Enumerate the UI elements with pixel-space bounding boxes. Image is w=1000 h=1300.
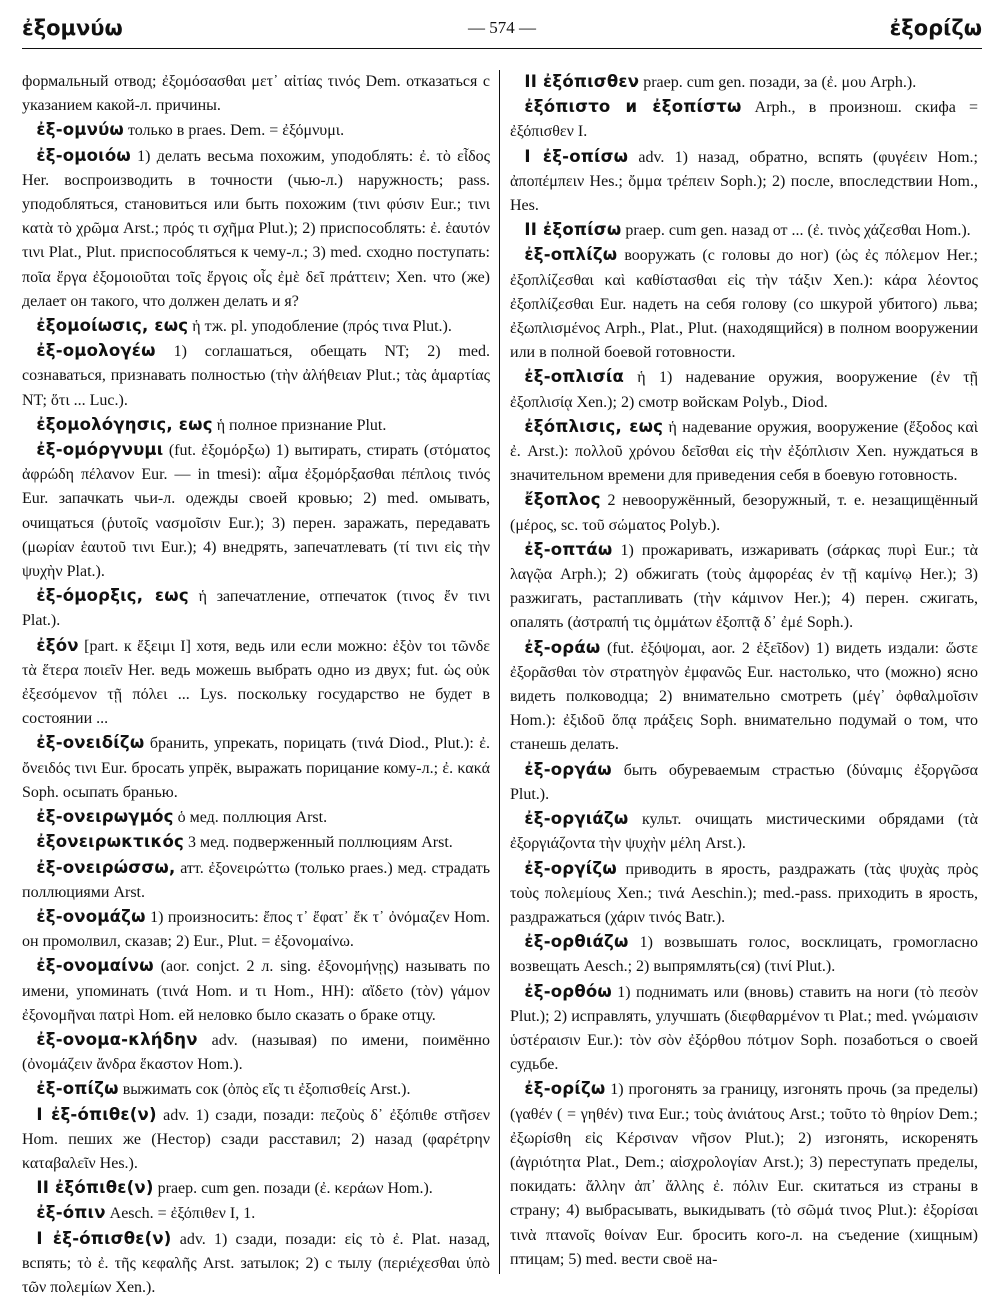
entry-definition: ἡ полное признание Plut. [212,416,387,434]
entry-definition: ἡ запечатление, отпечаток (τινος ἔν τινι Plat.). [22,588,490,630]
dictionary-entry [22,954,490,1028]
entry-definition: приводить в ярость, раздражать (τὰς ψυχὰς πρὸς τοὺς πολεμίους Xen.; τινά Aeschin.); med.-pass. приходить в ярость, раздражаться (χάριν τινός Batr.). [510,860,978,926]
entry-headword: ἐξ-οπλισία [524,367,625,387]
entry-headword: ἐξ-οπίζω [36,1079,119,1099]
entry-headword: ἐξ-οργάω [524,759,612,779]
entry-headword: ἐξ-οράω [524,637,601,657]
dictionary-entry [22,905,490,954]
entry-headword: ἐξ-ορθιάζω [524,932,629,952]
entry-headword: ἐξ-όπιν [36,1203,106,1223]
entry-definition: 1) поднимать или (вновь) ставить на ноги (τὸ πεσὸν Plut.); 2) исправлять, улучшать (διεφθαρμένον τι Plat.; med. γνώμαισιν ὑστέραισιν Eur.): τὸν σὸν ἐξόρθου πότμον Soph. позаботься о своей судьбе. [510,983,978,1074]
entry-definition: ὁ мед. поллюция Arst. [173,809,328,827]
entry-headword: ἐξομοίωσις, εως [36,316,189,336]
entry-definition: ἡ 1) надевание оружия, вооружение (ἐν τῇ ἐξοπλισίᾳ Xen.); 2) смотр войскам Polyb., Diod. [510,369,978,411]
entry-headword: ἐξόπλισις, εως [524,416,664,436]
entry-definition: 1) возвышать голос, восклицать, громогласно возвещать Aesch.; 2) выпрямлять(ся) (τινί Plut.). [510,934,978,976]
dictionary-entry [510,243,978,365]
entry-headword: ἐξόν [36,635,79,655]
entry-definition: 3 мед. подверженный поллюциям Arst. [184,834,453,852]
dictionary-entry [22,144,490,314]
entry-definition: Arph., в произнош. скифа = ἐξόπισθεν I. [510,99,978,141]
entry-definition: praep. cum gen. позади (ἐ. κεράων Hom.). [153,1180,433,1198]
dictionary-entry [510,488,978,537]
entry-definition: 1) делать весьма похожим, уподоблять: ἐ. τὸ εἶδος Her. воспроизводить в точности (чью-л.) наружность; pass. уподобляться, становиться или быть похожим (τινι φύσιν Eur.; τινι κατὰ τὸ χρῶμα Arst.; πρός τι σχῆμα Plut.); 2) приспособлять: ἐ. ἑαυτόν τινι Plat., Plut. приспособляться к чему-л.; 3) med. сходно поступать: ποῖα ἔργα ἐξομοιοῦται τοῖς ἔργοις οἷς ἐμὲ δεῖ πράττειν; Xen. что (же) делает он такого, что должен делать и я? [22,147,491,310]
entry-definition: Aesch. = ἐξόπιθεν I, 1. [105,1205,256,1223]
dictionary-entry [22,1077,490,1102]
dictionary-entry [22,1103,490,1177]
entry-headword: ἐξ-οπτάω [524,539,613,559]
dictionary-entry [510,70,978,95]
right-column [510,70,978,1276]
entry-headword: ἐξ-ομολογέω [36,341,156,361]
entry-definition: ἡ надевание оружия, вооружение (ἔξοδος καὶ ἐ. Arst.): πολλοῦ χρόνου δεῖσθαι εἰς τὴν ἐξόπλισιν Xen. нуждаться в значительном времени для приведения себя в боевую готовность. [510,418,979,485]
entry-headword: I ἐξ-όπιθε(ν) [36,1104,157,1124]
entry-headword: ἔξοπλος [524,490,601,510]
entry-headword: ἐξόπιστο и ἐξοπίστω [524,97,742,117]
page-number: — 574 — [468,18,536,37]
dictionary-entry [510,145,978,219]
dictionary-entry [510,95,978,144]
entry-definition: (aor. conjct. 2 л. sing. ἐξονομήνῃς) называть по имени, упоминать (τινά Hom. и τι Hom., HH): αἴδετο (τὸν) γάμον ἐξονομῆναι πατρὶ Hom. ей неловко было сказать о браке отцу. [22,958,490,1024]
entry-headword: II ἐξόπιθε(ν) [36,1178,154,1198]
entry-definition: praep. cum gen. назад от ... (ἐ. τινὸς χάζεσθαι Hom.). [621,222,971,240]
dictionary-entry [510,980,978,1078]
entry-headword: I ἐξ-οπίσω [524,146,629,166]
entry-definition: (fut. ἐξομόρξω) 1) вытирать, стирать (στόματος ἀφρώδη πέλανον Eur. — in tmesi): αἷμα ἐξομόρξασθαι πέπλοις τινός Eur. запачкать чьи-л. одежды своей кровью; 2) med. омывать, очищаться (ῥυτοῖς νασμοῖσιν Eur.); 3) перен. заражать, передавать (μωρίαν ἑαυτοῦ τινι Eur.); 4) внедрять, запечатлевать (τί τινι εἰς τὴν ψυχὴν Plat.). [22,442,490,581]
entry-headword: ἐξομολόγησις, εως [36,414,213,434]
entry-definition: 1) соглашаться, обещать NT; 2) med. сознаваться, признавать полностью (τὴν ἀλήθειαν Plut.; τὰς ἁμαρτίας NT; ὅτι ... Luc.). [22,343,490,409]
entry-definition: (fut. ἐξόψομαι, aor. 2 ἐξεῖδον) 1) видеть издали: ὥστε ἐξορᾶσθαι τὸν στρατηγὸν ἐμφανῶς Eur. настолько, что (можно) ясно видеть полководца; 2) внимательно смотреть (μέγ᾽ ὀφθαλμοῖσιν Hom.): ἐξιδοῦ ὅπᾳ πράξεις Soph. внимательно подумай о том, что станешь делать. [510,639,978,754]
entry-headword: ἐξ-ονειρωγμός [36,807,174,827]
entry-headword: ἐξ-ομοιόω [36,145,131,165]
entry-headword: ἐξ-ονειρώσσω, [36,857,176,877]
entry-definition: adv. 1) сзади, позади: πεζοὺς δ᾽ ἐξόπιθε στῆσεν Hom. пеших же (Нестор) сзади расставил; 2) назад (φαρέτρην καταβαλεῖν Hes.). [22,1106,490,1172]
entry-definition: adv. 1) назад, обратно, вспять (φυγέειν Hom.; ἀποπέμπειν Hes.; ὄμμα τρέπειν Soph.); 2) после, впоследствии Hom., Hes. [510,148,978,215]
entry-definition: формальный отвод; ἐξομόσασθαι μετ᾽ αἰτίας τινός Dem. отказаться с указанием какой-л. причины. [22,73,490,115]
dictionary-entry [510,538,978,636]
entry-headword: ἐξ-όμορξις, εως [36,586,189,606]
dictionary-entry [22,584,490,633]
entry-headword: ἐξονειρωκτικός [36,832,184,852]
entry-definition: 1) прогонять за границу, изгонять прочь (за пределы) (γαθέν ( = γηθέν) τινα Eur.; τοὺς ἀνιάτους Arst.; τοῦτο τὸ θηρίον Dem.; ἐξωρίσθη εἰς Κέρσιναν νῆσον Plut.); 2) изгонять, искоренять (ἀγριότητα Plat., Dem.; αἰσχρολογίαν Arst.); 3) переступать пределы, покидать: ἄλλην ἀπ᾽ ἄλλης ἐ. πόλιν Eur. скитаться из страны в страну; 4) выбрасывать, выкидывать (τὸ σῶμά τινος Plut.): ἐξορίσαι τινὰ πτανοῖς θοίναν Eur. бросить кого-л. на съедение (хищным) птицам; 5) med. вести своё на- [510,1081,978,1268]
dictionary-entry [22,634,490,732]
entry-headword: ἐξ-ονομα-κλήδην [36,1029,198,1049]
dictionary-entry [22,731,490,805]
entry-definition: 2 невооружённый, безоружный, т. е. незащищённый (μέρος, sc. τοῦ σώματος Polyb.). [510,492,978,534]
entry-definition: adv. 1) сзади, позади: εἰς τὸ ἐ. Plat. назад, вспять; τὸ ἐ. τῆς κεφαλῆς Arst. затылок; 2) с тылу (περιέχεσθαι ὑπὸ τῶν πολεμίων Xen.). [22,1230,490,1296]
dictionary-entry [22,438,490,584]
dictionary-entry [22,314,490,339]
dictionary-entry [22,1227,490,1300]
entry-definition: 1) произносить: ἔπος τ᾽ ἔφατ᾽ ἔκ τ᾽ ὀνόμαζεν Hom. он промолвил, сказав; 2) Eur., Plut. = ἐξονομαίνω. [22,908,490,951]
entry-headword: ἐξ-οπλίζω [524,245,618,265]
dictionary-entry [22,856,490,905]
entry-definition: выжимать сок (ὀπὸς εἴς τι ἐξοπισθείς Arst.). [118,1081,411,1099]
entry-definition: культ. очищать мистическими обрядами (τὰ ἐξοργιάζοντα τὴν ψυχὴν μέλη Arst.). [510,811,978,853]
dictionary-entry [510,857,978,931]
entry-definition: [part. к ἔξειμι I] хотя, ведь или если можно: ἐξὸν τοι τῶνδε τὰ ἕτερα ποιεῖν Her. ведь можешь выбрать одно из двух; fut. ὡς οὐκ ἐξεσόμενον τῇ πόλει ... Lys. поскольку государство не будет в состоянии ... [22,637,490,728]
entry-definition: вооружать (с головы до ног) (ὡς ἐς πόλεμον Her.; ἐξοπλίζεσθαι καὶ καθίστασθαι εἰς τὴν τάξιν Xen.): κάρα λέοντος ἐξοπλίζεσθαι Eur. надеть на себя голову (со шкурой убитого) льва; ἐξωπλισμένος Arph., Plat., Plut. (находящийся) в полном вооружении или в полной боевой готовности. [510,247,978,362]
header-first-headword: ἐξομνύω [22,16,123,40]
entry-headword: ἐξ-οργίζω [524,858,617,878]
entry-definition: бранить, упрекать, порицать (τινά Diod., Plut.): ἐ. ὄνειδός τινι Eur. бросать упрёк, выражать порицание кому-л.; ἐ. κακά Soph. осыпать бранью. [22,735,490,801]
entry-headword: ἐξ-ομνύω [36,120,124,140]
dictionary-entry [22,118,490,143]
dictionary-entry [510,365,978,414]
dictionary-entry [22,339,490,413]
entry-headword: II ἐξόπισθεν [524,72,640,91]
entry-definition: praep. cum gen. позади, за (ἐ. μου Arph.). [639,74,917,91]
entry-headword: ἐξ-ονειδίζω [36,733,145,753]
entry-headword: II ἐξοπίσω [524,220,622,240]
entry-headword: ἐξ-ονομαίνω [36,956,154,976]
entry-definition: быть обуреваемым страстью (δύναμις ἐξοργῶσα Plut.). [510,761,978,803]
dictionary-entry [22,413,490,438]
entry-headword: ἐξ-ομόργνυμι [36,440,164,460]
dictionary-entry [510,1077,978,1272]
dictionary-entry [22,805,490,830]
dictionary-entry [510,807,978,856]
entry-headword: ἐξ-οργιάζω [524,809,629,829]
dictionary-entry [22,70,490,118]
dictionary-entry [510,636,978,758]
entry-definition: атт. ἐξονειρώττω (только praes.) мед. страдать поллюциями Arst. [22,859,490,901]
entry-definition: 1) прожаривать, изжаривать (σάρκας πυρὶ Eur.; τὰ λαγῷα Arph.); 2) обжигать (τοὺς ἀμφορέας ἐν τῇ καμίνῳ Her.); 3) разжигать, растапливать (τὴν κάμινον Her.); 4) перен. сжигать, опалять (ἀστραπή τις ὀμμάτων ἐξοπτᾷ δ᾽ ἐμέ Soph.). [510,541,978,632]
page-header [22,14,982,49]
dictionary-entry [510,415,978,489]
dictionary-entry [22,1028,490,1077]
header-last-headword: ἐξορίζω [889,16,982,40]
dictionary-entry [510,930,978,979]
entry-definition: только в praes. Dem. = ἐξόμνυμι. [123,122,345,140]
entry-definition: ἡ тж. pl. уподобление (πρός τινα Plut.). [188,318,452,336]
entry-headword: ἐξ-ονομάζω [36,906,146,926]
dictionary-entry [510,758,978,807]
entry-headword: ἐξ-ορθόω [524,981,612,1001]
left-column [22,70,491,1296]
dictionary-entry [22,1201,490,1226]
entry-headword: ἐξ-ορίζω [524,1079,606,1099]
dictionary-entry [22,830,490,855]
entry-headword: I ἐξ-όπισθε(ν) [36,1228,172,1248]
dictionary-entry [510,218,978,243]
column-divider [499,70,500,1274]
entry-definition: adv. (называя) по имени, поимённо (ὀνομάζειν ἄνδρα ἕκαστον Hom.). [22,1031,490,1074]
dictionary-entry [22,1176,490,1201]
